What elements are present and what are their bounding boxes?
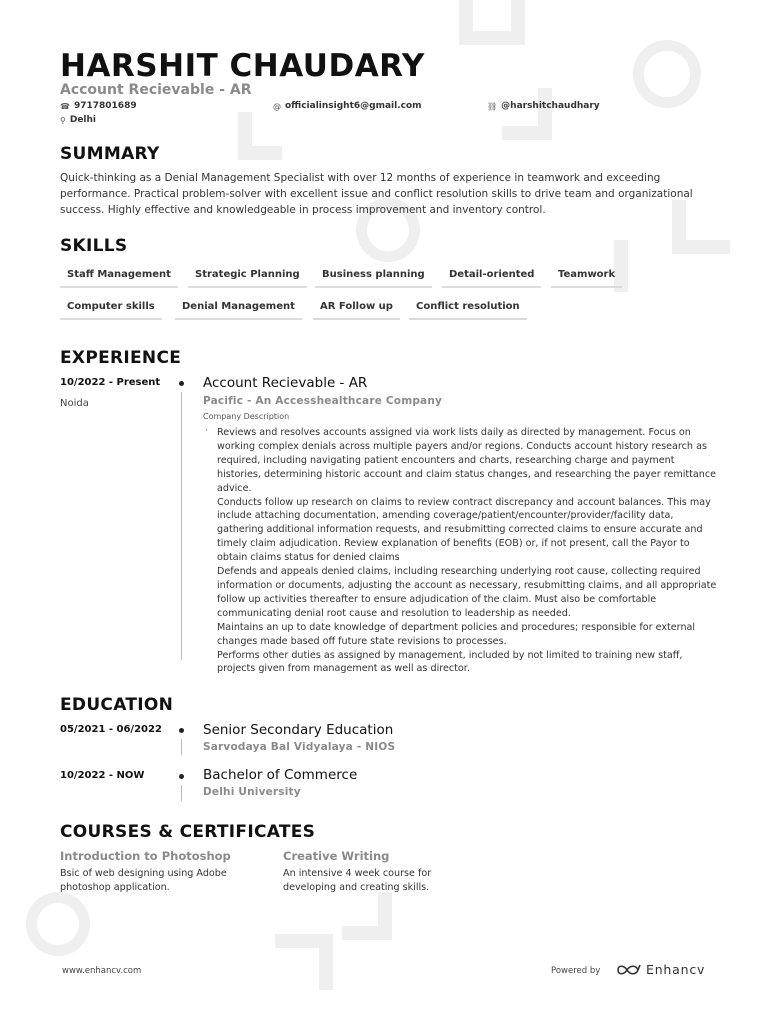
course-description: Bsic of web designing using Adobe photoshop application.: [60, 868, 227, 893]
link-icon: ⛓: [487, 101, 498, 111]
decor-bracket-top-inner: [473, 0, 511, 31]
courses-heading: COURSES & CERTIFICATES: [60, 822, 316, 842]
skill-tag: Denial Management: [175, 301, 302, 320]
email-text: officialinsight6@gmail.com: [285, 101, 422, 111]
contact-link[interactable]: [487, 101, 600, 111]
timeline-line: [181, 739, 182, 755]
timeline-line: [181, 392, 182, 660]
skill-tag: Staff Management: [60, 269, 178, 288]
education-school: Delhi University: [203, 786, 301, 798]
decor-corner-bottom-bar: [342, 926, 392, 940]
experience-heading: EXPERIENCE: [60, 348, 182, 368]
location-text: Delhi: [69, 115, 97, 125]
timeline-dot: [179, 774, 184, 779]
summary-heading: SUMMARY: [60, 144, 160, 164]
timeline-dot: [179, 381, 184, 386]
education-degree: Bachelor of Commerce: [203, 767, 358, 783]
phone-text: 9717801689: [73, 101, 137, 111]
link-text: @harshitchaudhary: [501, 101, 600, 111]
phone-icon: ☎: [60, 101, 70, 111]
course-title: Creative Writing: [283, 849, 390, 863]
brand-name: Enhancv: [646, 962, 706, 977]
skill-tag: Teamwork: [551, 269, 622, 288]
decor-ring-top-right: [633, 40, 701, 108]
education-heading: EDUCATION: [60, 695, 174, 715]
enhancv-brand[interactable]: [616, 962, 705, 977]
education-school: Sarvodaya Bal Vidyalaya - NIOS: [203, 741, 396, 753]
skill-tag: Computer skills: [60, 301, 162, 320]
job-date: 10/2022 - Present: [60, 377, 161, 388]
enhancv-logo-icon: [616, 963, 642, 977]
skills-heading: SKILLS: [60, 236, 128, 256]
company-description-label: Company Description: [203, 412, 290, 421]
timeline-dot: [179, 728, 184, 733]
location-pin-icon: ⚲: [60, 115, 66, 125]
skill-tag: Business planning: [315, 269, 432, 288]
job-company: Pacific - An Accesshealthcare Company: [203, 395, 443, 407]
decor-ring-bottom-left: [26, 892, 90, 956]
contact-email[interactable]: [273, 101, 422, 111]
summary-text: Quick-thinking as a Denial Management Specialist with over 12 months of experience in teamwork and exceeding performance. Practical problem-solver with excellent issue and conflict resolution skills to drive team and organizational success. Highly effective and knowledgeable in process improvement and inventory control.: [60, 172, 693, 216]
skill-tag: AR Follow up: [313, 301, 400, 320]
education-date: 10/2022 - NOW: [60, 770, 145, 781]
contact-location: [60, 115, 96, 125]
education-degree: Senior Secondary Education: [203, 722, 394, 738]
decor-corner-left-bar: [238, 146, 282, 160]
course-title: Introduction to Photoshop: [60, 849, 231, 863]
candidate-name: HARSHIT CHAUDARY: [60, 48, 425, 84]
skill-tag: Strategic Planning: [188, 269, 307, 288]
powered-by-label: Powered by: [551, 966, 601, 976]
education-date: 05/2021 - 06/2022: [60, 724, 162, 735]
skill-tag: Conflict resolution: [409, 301, 527, 320]
course-description: An intensive 4 week course for developing and creating skills.: [283, 868, 432, 893]
decor-corner-mid-bar: [502, 126, 552, 140]
bullet-mark: ·: [205, 426, 208, 436]
decor-bracket-right-bar: [686, 240, 730, 254]
footer-website[interactable]: www.enhancv.com: [62, 966, 142, 976]
job-details: Reviews and resolves accounts assigned via work lists daily as directed by management. Focus on working complex denials across multiple payers and/or regions. Conducts account history research as required, including navigating patient encounters and charts, researching charge and payment histories, determining historic account and claim status changes, and researching the payer remittance advice. Conducts follow up research on claims to review contract discrepancy and account balances. This may include attaching documentation, amending coverage/patient/encounter/provider/facility data, gathering additional information requests, and resubmitting corrected claims to ensure accurate and timely claim adjudication. Review explanation of benefits (EOB) or, if not present, call the Payor to obtain claims status for denied claims Defends and appeals denied claims, including researching underlying root cause, collecting required information or documents, adjusting the account as necessary, resubmitting claims, and all appropriate follow up activities thereafter to ensure adjudication of the claim. Must also be comfortable communicating denial root cause and resolution to leadership as needed. Maintains an up to date knowledge of department policies and procedures; responsible for external changes made based off future state revisions to processes. Performs other duties as assigned by management, included by not limited to training new staff, projects given from management as well as director.: [217, 427, 717, 675]
decor-bracket-bottom-stem: [319, 934, 333, 990]
skill-tag: Detail-oriented: [442, 269, 541, 288]
contact-phone: [60, 101, 137, 111]
candidate-role: Account Recievable - AR: [60, 82, 252, 98]
at-icon: @: [273, 101, 281, 111]
timeline-line: [181, 785, 182, 801]
job-title: Account Recievable - AR: [203, 375, 368, 391]
job-location: Noida: [60, 398, 89, 409]
